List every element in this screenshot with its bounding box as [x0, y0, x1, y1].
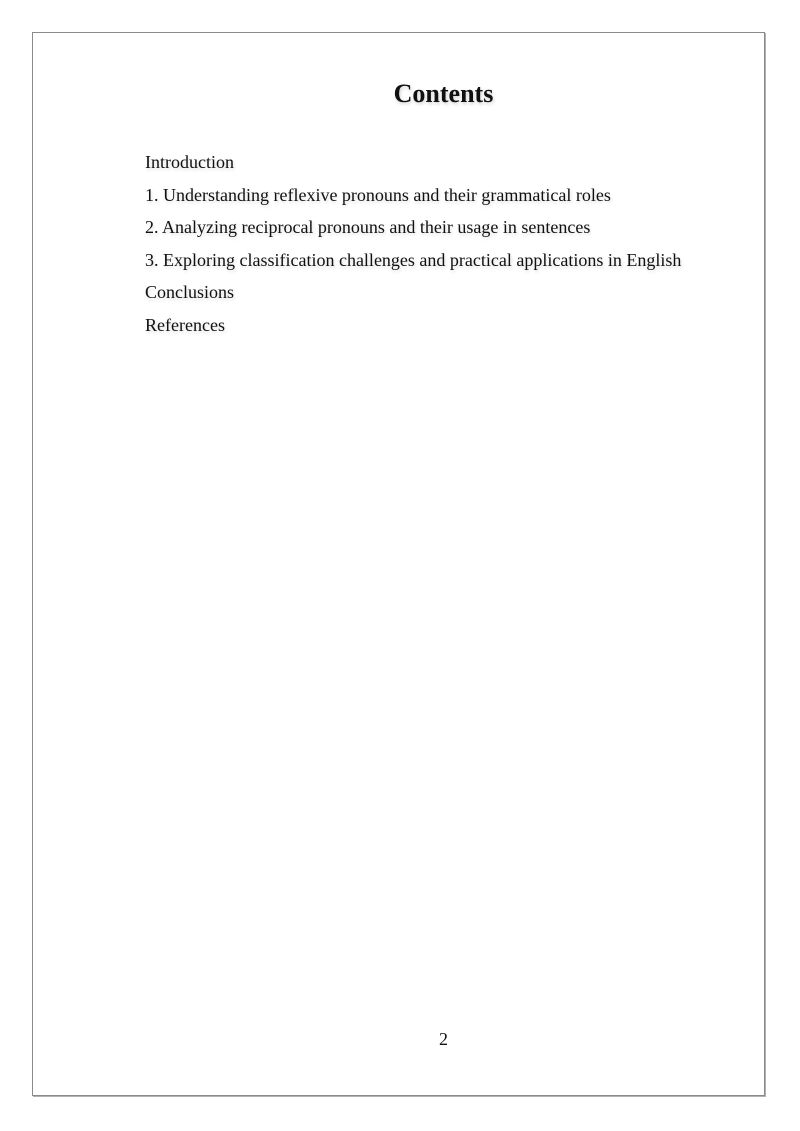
document-page [32, 32, 765, 1096]
toc-item-section-1: 1. Understanding reflexive pronouns and their grammatical roles [145, 184, 611, 205]
page-number: 2 [439, 1029, 448, 1049]
table-of-contents [145, 146, 681, 342]
toc-item-introduction: Introduction [145, 152, 234, 172]
toc-item-section-3: 3. Exploring classification challenges and practical applications in English [145, 249, 682, 270]
toc-item-references: References [145, 314, 225, 335]
toc-item-conclusions: Conclusions [145, 282, 235, 303]
toc-item-section-2: 2. Analyzing reciprocal pronouns and their usage in sentences [145, 217, 591, 238]
page-title: Contents [393, 79, 494, 108]
